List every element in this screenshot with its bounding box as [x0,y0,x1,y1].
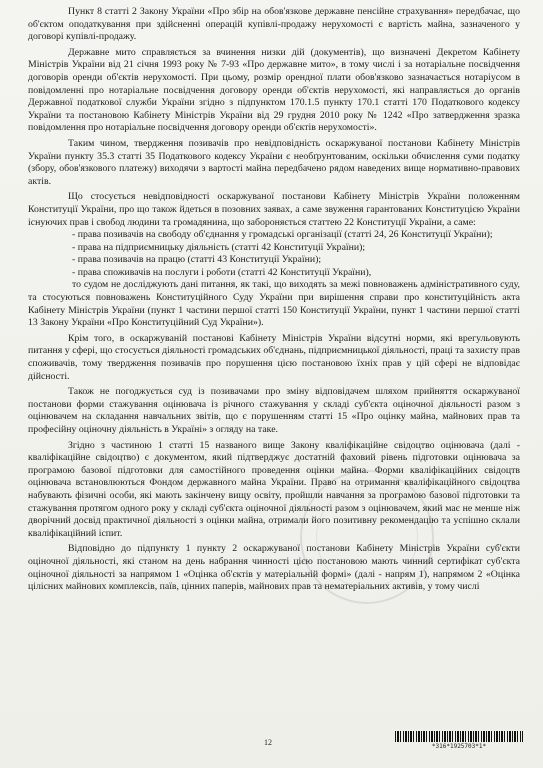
paragraph: Таким чином, твердження позивачів про невідповідність оскаржуваної постанови Кабінету Міністрів України пункту 35.3 статті 35 Податкового кодексу України є необґрунтованим, оскільки обчислення суми податку (збору, обов'язкового платежу) виходячи з вартості майна передбачено рядом наведених вище нормативно-правових актів. [28,137,520,187]
paragraph: Згідно з частиною 1 статті 15 названого вище Закону кваліфікаційне свідоцтво оцінювача (далі - кваліфікаційне свідоцтво) є документом, який підтверджує достатній фаховий рівень підготовки оцінювача за програмою базової підготовки для самостійного проведення оцінки майна. Форми кваліфікаційних свідоцтв оцінювача встановлюються Фондом державного майна України. Право на отримання кваліфікаційного свідоцтва набувають фізичні особи, які мають закінчену вищу освіту, пройшли навчання за програмою базової підготовки та стажування протягом одного року у складі суб'єкта оціночної діяльності разом з оцінювачем, який має не менше ніж дворічний досвід практичної діяльності з оцінки майна, отримали його позитивну рекомендацію та успішно склали кваліфікаційний іспит. [28,439,520,539]
paragraph: Пункт 8 статті 2 Закону України «Про збір на обов'язкове державне пенсійне страхування» передбачає, що об'єктом оподаткування при здійсненні операцій купівлі-продажу нерухомості є вартість майна, зазначеного у договорі купівлі-продажу. [28,6,520,43]
list-item: - права позивачів на свободу об'єднання у громадські організації (статті 24, 26 Конституції України); [72,229,493,241]
barcode-text: *316*1925703*1* [431,743,487,750]
document-body [28,6,520,594]
page-number: 12 [264,738,272,747]
list-item: - права позивачів на працю (статті 43 Конституції України); [72,254,322,266]
paragraph: Відповідно до підпункту 1 пункту 2 оскаржуваної постанови Кабінету Міністрів України суб'єкти оціночної діяльності, які станом на день набрання чинності цією постановою мають чинний сертифікат суб'єкта оціночної діяльності за напрямом 1 «Оцінка об'єктів у матеріальній формі» (далі - напрям 1), напрямом 2 «Оцінка цілісних майнових комплексів, паїв, цінних паперів, майнових прав та нематеріальних активів, у тому числі [28,543,520,593]
paragraph: Державне мито справляється за вчинення низки дій (документів), що визначені Декретом Кабінету Міністрів України від 21 січня 1993 року № 7-93 «Про державне мито», в тому числі і за нотаріальне посвідчення договорів оренди об'єктів нерухомості. При цьому, розмір орендної плати обов'язково зазначається нотаріусом в повідомленні про нотаріальне посвідчення договору оренди об'єктів нерухомості, які направляється до органів Державної податкової служби України згідно з підпунктом 170.1.5 пункту 170.1 статті 170 Податкового кодексу України та постановою Кабінету Міністрів України від 29 грудня 2010 року № 1242 «Про затвердження зразка повідомлення про нотаріальне посвідчення договору оренди об'єктів нерухомості». [28,46,520,134]
paragraph: Крім того, в оскаржуваній постанові Кабінету Міністрів України відсутні норми, які врегульовують питання у сфері, що стосується діяльності громадських об'єднань, підприємницької діяльності, праці та захисту прав споживачів, тому твердження позивачів про порушення цією постановою їхніх прав у цій сфері не відповідає дійсності. [28,332,520,382]
list-item: - права на підприємницьку діяльність (статті 42 Конституції України); [72,241,366,253]
barcode [395,731,523,750]
paragraph: Що стосується невідповідності оскаржуваної постанови Кабінету Міністрів України положенням Конституції України, про що також йдеться в позовних заявах, а саме звуження гарантованих Конституцією України існуючих прав і свобод людини та громадянина, що забороняється статтею 22 Конституції України, а саме: [28,191,520,228]
paragraph: Також не погоджується суд із позивачами про зміну відповідачем шляхом прийняття оскаржуваної постанови форми стажування оцінювача із річного стажування у складі суб'єкта оціночної діяльності разом з оцінювачем на складання навчальних звітів, що є порушенням статті 15 «Про оцінку майна, майнових прав та професійну оціночну діяльність в Україні» з огляду на таке. [28,386,520,435]
paragraph: то судом не досліджують дані питання, як такі, що виходять за межі повноважень адміністративного суду, та стосуються повноважень Конституційного Суду України при вирішення справи про конституційність акта Кабінету Міністрів України (пункт 1 частини першої статті 150 Конституції України, пункт 1 частини першої статті 13 Закону України «Про Конституційний Суд України»). [28,279,520,329]
list-item: - права споживачів на послуги і роботи (статті 42 Конституції України), [72,266,372,278]
barcode-bars [395,731,523,742]
